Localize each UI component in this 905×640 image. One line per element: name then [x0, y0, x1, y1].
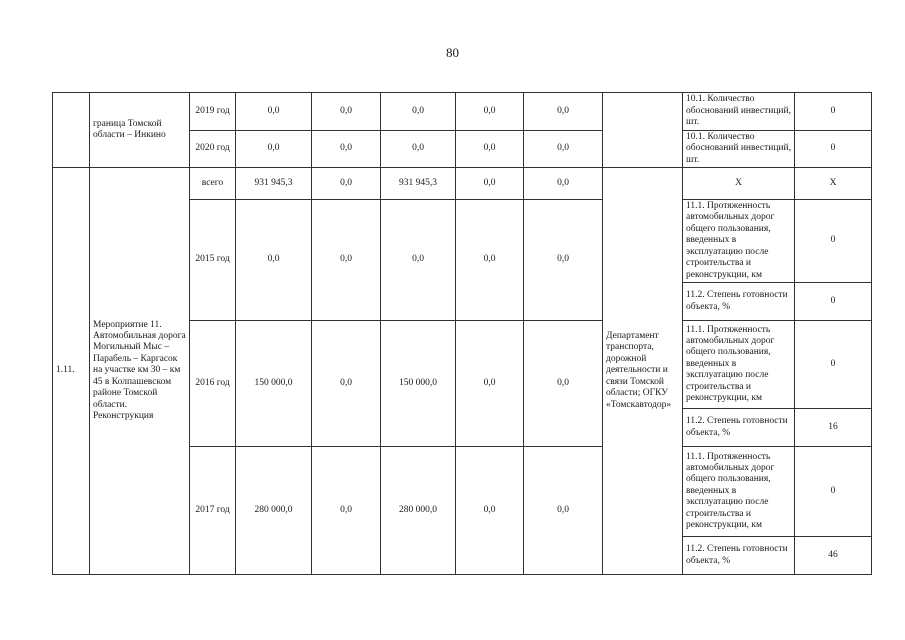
indicator-value: 0	[795, 321, 872, 409]
value-cell: 0,0	[312, 447, 381, 575]
indicator-text: 11.2. Степень готовности объекта, %	[683, 537, 795, 575]
indicator-text: 10.1. Количество обоснований инвестиций, шт.	[683, 131, 795, 168]
indicator-text: 11.1. Протяженность автомобильных дорог общего пользования, введенных в эксплуатацию после строительства и реконструкции, км	[683, 200, 795, 283]
value-cell: 0,0	[381, 131, 456, 168]
value-cell: 0,0	[456, 168, 524, 200]
budget-table	[52, 92, 872, 575]
indicator-value: 0	[795, 93, 872, 131]
value-cell: 0,0	[524, 321, 603, 447]
activity-name: граница Томской области – Инкино	[90, 93, 190, 168]
executor-cell: Департамент транспорта, дорожной деятельности и связи Томской области; ОГКУ «Томскавтодор»	[603, 168, 683, 575]
indicator-value: 0	[795, 200, 872, 283]
value-cell: 0,0	[236, 131, 312, 168]
year-cell: 2019 год	[190, 93, 236, 131]
year-cell: 2015 год	[190, 200, 236, 321]
value-cell: 0,0	[312, 200, 381, 321]
value-cell: 0,0	[456, 131, 524, 168]
activity-name: Мероприятие 11. Автомобильная дорога Могильный Мыс – Парабель – Каргасок на участке км 30 – км 45 в Колпашевском районе Томской области. Реконструкция	[90, 168, 190, 575]
year-cell: 2016 год	[190, 321, 236, 447]
value-cell: 0,0	[456, 321, 524, 447]
value-cell: 931 945,3	[236, 168, 312, 200]
value-cell: 0,0	[456, 447, 524, 575]
value-cell: 0,0	[456, 200, 524, 321]
value-cell: 280 000,0	[381, 447, 456, 575]
value-cell: 0,0	[524, 447, 603, 575]
value-cell: 280 000,0	[236, 447, 312, 575]
year-cell: всего	[190, 168, 236, 200]
indicator-text: 11.2. Степень готовности объекта, %	[683, 283, 795, 321]
executor-cell	[603, 93, 683, 168]
year-cell: 2020 год	[190, 131, 236, 168]
indicator-value: 16	[795, 409, 872, 447]
indicator-value: 0	[795, 131, 872, 168]
indicator-text: 11.1. Протяженность автомобильных дорог общего пользования, введенных в эксплуатацию после строительства и реконструкции, км	[683, 321, 795, 409]
value-cell: 0,0	[524, 131, 603, 168]
page-number: 80	[446, 45, 459, 60]
value-cell: 0,0	[312, 131, 381, 168]
indicator-text: 10.1. Количество обоснований инвестиций, шт.	[683, 93, 795, 131]
value-cell: 0,0	[524, 200, 603, 321]
value-cell: 0,0	[236, 200, 312, 321]
table-row	[53, 93, 872, 131]
value-cell: 0,0	[312, 168, 381, 200]
indicator-text: 11.2. Степень готовности объекта, %	[683, 409, 795, 447]
value-cell: 0,0	[524, 93, 603, 131]
year-cell: 2017 год	[190, 447, 236, 575]
row-number: 1.11.	[53, 168, 90, 575]
value-cell: 0,0	[456, 93, 524, 131]
indicator-text: X	[683, 168, 795, 200]
value-cell: 0,0	[312, 321, 381, 447]
indicator-value: 0	[795, 283, 872, 321]
value-cell: 150 000,0	[381, 321, 456, 447]
value-cell: 931 945,3	[381, 168, 456, 200]
indicator-value: X	[795, 168, 872, 200]
value-cell: 0,0	[381, 200, 456, 321]
value-cell: 0,0	[312, 93, 381, 131]
value-cell: 0,0	[524, 168, 603, 200]
indicator-text: 11.1. Протяженность автомобильных дорог общего пользования, введенных в эксплуатацию после строительства и реконструкции, км	[683, 447, 795, 537]
table-row	[53, 168, 872, 200]
row-number	[53, 93, 90, 168]
indicator-value: 46	[795, 537, 872, 575]
value-cell: 150 000,0	[236, 321, 312, 447]
value-cell: 0,0	[381, 93, 456, 131]
value-cell: 0,0	[236, 93, 312, 131]
indicator-value: 0	[795, 447, 872, 537]
